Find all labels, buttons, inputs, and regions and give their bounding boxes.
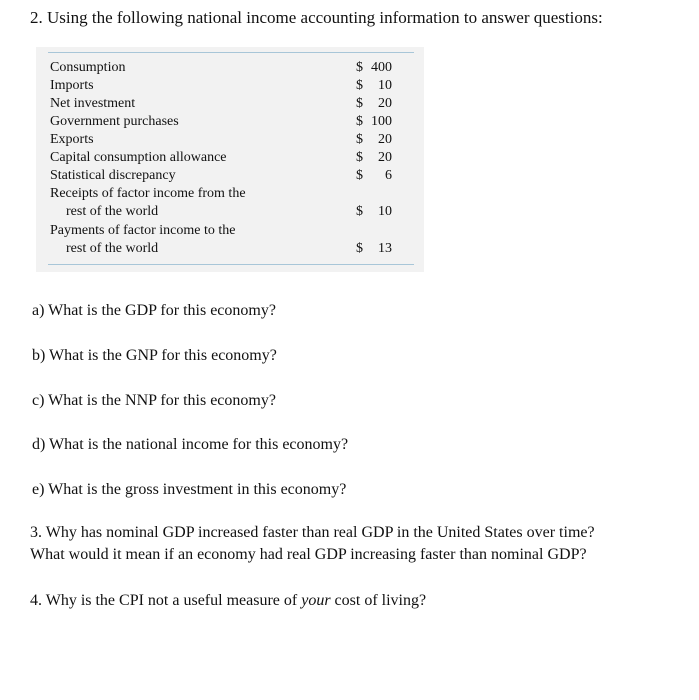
row-label: Exports — [50, 132, 94, 147]
question-4-text-start: 4. Why is the CPI not a useful measure of — [30, 592, 302, 609]
row-amount: 20 — [378, 132, 392, 147]
row-amount: 20 — [378, 150, 392, 165]
dollar-sign: $ — [356, 168, 363, 183]
question-4-emphasis: your — [301, 592, 331, 609]
dollar-sign: $ — [356, 241, 363, 256]
question-3-line2: What would it mean if an economy had real GDP increasing faster than nominal GDP? — [30, 546, 587, 563]
question-4-text-end: cost of living? — [330, 592, 427, 609]
question-3-line1: 3. Why has nominal GDP increased faster than real GDP in the United States over time? — [30, 524, 595, 541]
dollar-sign: $ — [356, 150, 363, 165]
dollar-sign: $ — [356, 78, 363, 93]
question-3 — [30, 522, 595, 566]
dollar-sign: $ — [356, 96, 363, 111]
dollar-sign: $ — [356, 114, 363, 129]
table-bottom-rule — [48, 264, 414, 265]
row-label-line1: Receipts of factor income from the — [50, 186, 246, 201]
subquestion-b: b) What is the GNP for this economy? — [32, 347, 277, 364]
question-2-heading: 2. Using the following national income accounting information to answer questions: — [30, 8, 603, 27]
row-label: Government purchases — [50, 114, 179, 129]
row-label-line2: rest of the world — [66, 241, 159, 256]
row-amount: 10 — [378, 78, 392, 93]
subquestion-e: e) What is the gross investment in this economy? — [32, 481, 347, 498]
row-label: Net investment — [50, 96, 136, 111]
row-amount: 400 — [371, 60, 392, 75]
row-label: Statistical discrepancy — [50, 168, 176, 183]
row-amount: 6 — [385, 168, 392, 183]
income-data-table — [36, 47, 424, 272]
row-label-line2: rest of the world — [66, 204, 159, 219]
row-amount: 10 — [378, 204, 392, 219]
dollar-sign: $ — [356, 204, 363, 219]
row-amount: 13 — [378, 241, 392, 256]
row-amount: 20 — [378, 96, 392, 111]
dollar-sign: $ — [356, 132, 363, 147]
row-label: Consumption — [50, 60, 126, 75]
table-top-rule — [48, 52, 414, 53]
row-label-line1: Payments of factor income to the — [50, 223, 236, 238]
row-amount: 100 — [371, 114, 392, 129]
row-label: Imports — [50, 78, 94, 93]
row-label: Capital consumption allowance — [50, 150, 227, 165]
question-4 — [30, 590, 426, 612]
subquestion-c: c) What is the NNP for this economy? — [32, 392, 276, 409]
subquestion-d: d) What is the national income for this economy? — [32, 436, 349, 453]
subquestion-a: a) What is the GDP for this economy? — [32, 302, 276, 319]
dollar-sign: $ — [356, 60, 363, 75]
